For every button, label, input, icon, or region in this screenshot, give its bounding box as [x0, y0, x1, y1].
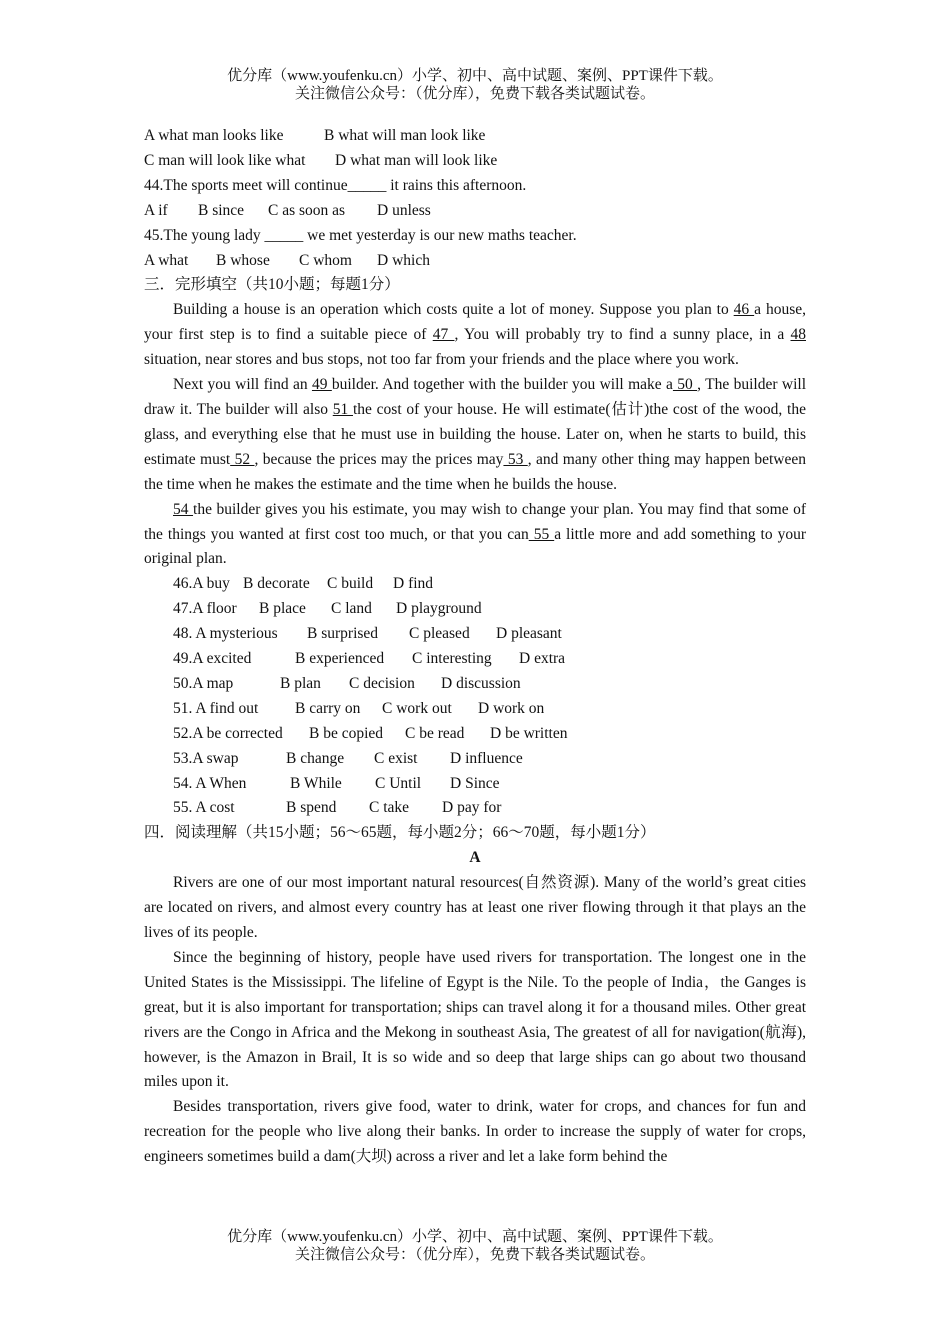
cloze-option-row: [144, 772, 806, 797]
cloze-paragraph-3: [144, 498, 806, 573]
text: Building a house is an operation which costs quite a lot of money. Suppose you plan to: [173, 301, 734, 319]
option: D discussion: [441, 674, 521, 692]
blank-51: 51: [332, 400, 353, 418]
cloze-options: [144, 572, 806, 821]
option: B plan: [280, 674, 321, 692]
cloze-option-row: [144, 747, 806, 772]
blank-53: 53: [503, 450, 528, 468]
text: the cost of your house. He will estimate(估计)the cost of the wood, the glass, and everything else that he must use in building the house. Later on, when he starts to build, this estimate must: [144, 400, 806, 468]
option: D influence: [450, 749, 523, 767]
option: 52.A be corrected: [173, 724, 283, 742]
cloze-option-row: [144, 622, 806, 647]
blank-48: 48: [790, 326, 806, 344]
option: C whom: [299, 251, 352, 269]
option: D work on: [478, 699, 545, 717]
text: builder. And together with the builder you will make a: [331, 376, 673, 394]
option: B spend: [286, 799, 337, 817]
option: 47.A floor: [173, 600, 237, 618]
option: 49.A excited: [173, 650, 252, 668]
option: B experienced: [295, 650, 385, 668]
option: C be read: [405, 724, 465, 742]
option: B change: [286, 749, 345, 767]
q45-stem: 45.The young lady _____ we met yesterday is our new maths teacher.: [144, 226, 577, 244]
page-footer: [0, 1228, 950, 1264]
passage-label: A: [469, 849, 481, 867]
q45-options: [144, 249, 806, 274]
text: a house, your first step is to find a suitable piece of: [144, 301, 807, 344]
option: B whose: [216, 251, 270, 269]
option: 55. A cost: [173, 799, 235, 817]
page-content: [144, 124, 806, 1170]
cloze-paragraph-2: [144, 373, 806, 498]
option: C interesting: [412, 650, 492, 668]
option: B decorate: [243, 575, 310, 593]
text: , You will probably try to find a sunny place, in a: [454, 326, 791, 344]
option: C Until: [375, 774, 422, 792]
footer-line-2: 关注微信公众号：（优分库），免费下载各类试题试卷。: [294, 1247, 655, 1263]
section-3-heading: 三．完形填空（共10小题；每题1分）: [144, 276, 400, 294]
q43-options-row-2: [144, 149, 806, 174]
cloze-option-row: [144, 572, 806, 597]
option: B carry on: [295, 699, 361, 717]
option: B place: [259, 600, 306, 618]
option: D pleasant: [496, 625, 562, 643]
option: B since: [198, 201, 245, 219]
blank-54: 54: [173, 500, 194, 518]
section-4-heading: 四．阅读理解（共15小题；56～65题，每小题2分；66～70题，每小题1分）: [144, 824, 656, 842]
option: 50.A map: [173, 674, 234, 692]
cloze-paragraph-1: [144, 298, 806, 373]
option: B be copied: [309, 724, 384, 742]
blank-55: 55: [528, 525, 555, 543]
option: D which: [377, 251, 430, 269]
option: B While: [290, 774, 342, 792]
reading-paragraph-3: Besides transportation, rivers give food, water to drink, water for crops, and chances for fun and recreation for the people who live along their banks. In order to increase the supply of water for crops, engineers sometimes build a dam(大坝) across a river and let a lake form behind the: [144, 1098, 806, 1166]
option: D unless: [377, 201, 431, 219]
cloze-option-row: [144, 796, 806, 821]
q44-options: [144, 199, 806, 224]
text: , The builder will draw it. The builder will also: [144, 376, 806, 418]
option: 54. A When: [173, 774, 247, 792]
blank-47: 47: [432, 326, 455, 344]
option: C exist: [374, 749, 418, 767]
option: B what will man look like: [324, 127, 486, 144]
option: C work out: [382, 699, 452, 717]
text: Next you will find an: [173, 376, 312, 394]
blank-52: 52: [230, 450, 255, 468]
text: situation, near stores and bus stops, not too far from your friends and the place where you work.: [144, 351, 739, 369]
text: , and many other thing may happen between the time when he makes the estimate and the time when he builds the house.: [144, 450, 806, 493]
option: D extra: [519, 650, 566, 668]
option: C as soon as: [268, 201, 346, 219]
page-header: [0, 67, 950, 103]
blank-50: 50: [672, 376, 698, 394]
option: 48. A mysterious: [173, 625, 278, 643]
option: D what man will look like: [335, 151, 498, 169]
option: 46.A buy: [173, 575, 230, 593]
option: B surprised: [307, 625, 379, 643]
option: D find: [393, 575, 434, 593]
option: A if: [144, 201, 168, 219]
cloze-option-row: [144, 722, 806, 747]
option: C take: [369, 799, 410, 817]
header-line-1: 优分库（www.youfenku.cn）小学、初中、高中试题、案例、PPT课件下载。: [227, 68, 723, 84]
blank-49: 49: [311, 376, 332, 394]
reading-paragraph-2: Since the beginning of history, people have used rivers for transportation. The longest one in the United States is the Mississippi. The lifeline of Egypt is the Nile. To the people of India，the Ganges is great, but it is also important for transportation; ships can travel along it for a thousand miles. Other great rivers are the Congo in Africa and the Mekong in southeast Asia, The greatest of all for navigation(航海), however, is the Amazon in Brail, It is so wide and so deep that large ships can go about two thousand miles upon it.: [144, 948, 806, 1091]
option: C man will look like what: [144, 151, 306, 169]
option: D be written: [490, 724, 568, 742]
cloze-option-row: [144, 647, 806, 672]
option: A what man looks like: [144, 127, 284, 144]
option: 53.A swap: [173, 749, 239, 767]
option: C decision: [349, 674, 415, 692]
text: , because the prices may the prices may: [254, 450, 504, 468]
header-line-2: 关注微信公众号：（优分库），免费下载各类试题试卷。: [294, 86, 655, 102]
option: C build: [327, 575, 374, 593]
option: D playground: [396, 600, 482, 618]
option: C pleased: [409, 625, 470, 643]
text: a little more and add something to your original plan.: [144, 525, 806, 568]
option: D Since: [450, 774, 500, 792]
option: C land: [331, 600, 372, 618]
option: D pay for: [442, 799, 502, 817]
cloze-option-row: [144, 697, 806, 722]
cloze-option-row: [144, 597, 806, 622]
option: A what: [144, 251, 189, 269]
reading-paragraph-1: Rivers are one of our most important natural resources(自然资源). Many of the world’s great cities are located on rivers, and almost every country has at least one river flowing through it that plays an the lives of its people.: [144, 874, 806, 941]
blank-46: 46: [733, 301, 755, 319]
text: the builder gives you his estimate, you may wish to change your plan. You may find that some of the things you wanted at first cost too much, or that you can: [144, 500, 807, 543]
q43-options-row-1: [144, 124, 806, 149]
option: 51. A find out: [173, 699, 259, 717]
q44-stem: 44.The sports meet will continue_____ it rains this afternoon.: [144, 176, 527, 194]
footer-line-1: 优分库（www.youfenku.cn）小学、初中、高中试题、案例、PPT课件下载。: [227, 1229, 723, 1245]
cloze-option-row: [144, 672, 806, 697]
